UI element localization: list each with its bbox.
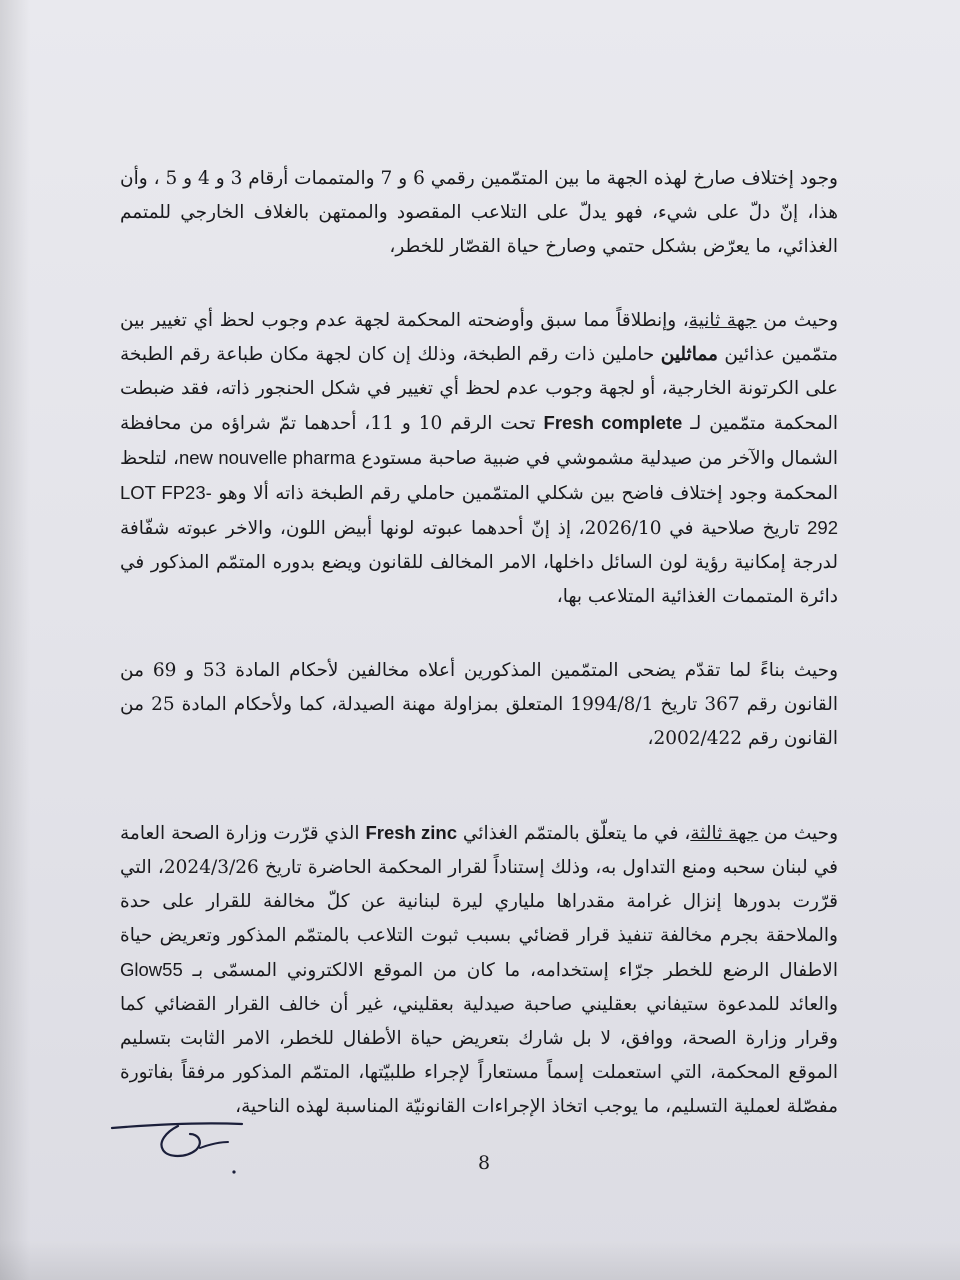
paragraph-4-text: والعائد للمدعوة ستيفاني بعقليني صاحبة صيدلية بعقليني، غير أن خالف القرار القضائي كما وقرار وزارة الصحة، ووافق، لا بل شارك بتعريض حياة الأطفال للخطر، الامر الثابت بتسليم الموقع المحكمة، التي استعملت إسماً مستعاراً لإجراء طلبيّتها، المتمّم المذكور مرفقاً بفاتورة مفصّلة لعملية التسليم، ما يوجب اتخاذ الإجراءات القانونيّة المناسبة لهذه الناحية،	[120, 994, 838, 1117]
paragraph-4-text: ، في ما يتعلّق بالمتمّم الغذائي	[457, 823, 691, 844]
company-name: new nouvelle pharma	[178, 447, 356, 468]
product-name: Fresh zinc	[365, 822, 457, 843]
paragraph-2-text: ، لتلحظ المحكمة وجود إختلاف فاضح بين شكلي المتمّمين حاملي رقم الطبخة ذاته ألا وهو	[120, 448, 838, 504]
paragraph-4-text: الذي قرّرت وزارة الصحة العامة في لبنان سحبه ومنع التداول به، وذلك إستناداً لقرار المحكمة الحاضرة تاريخ 2024/3/26، التي قرّرت بدورها إنزال غرامة مقدراها ملياري ليرة لبنانية عن كلّ مخالفة للقرار على حدة والملاحقة بجرم مخالفة تنفيذ قرار قضائي بسبب ثبوت التلاعب بالمتمّم المذكور وتعريض حياة الاطفال الرضع للخطر جرّاء إستخدامه، ما كان من الموقع الالكتروني المسمّى بـ	[120, 823, 838, 981]
lot-number: LOT FP23-292	[120, 482, 838, 538]
paragraph-2-text: ، وإنطلاقاً مما سبق وأوضحته المحكمة لجهة عدم وجوب لحظ أي تغيير بين متمّمين عذائين	[120, 310, 838, 365]
paragraph-4-text: وحيث من	[758, 823, 839, 844]
paragraph-1: وجود إختلاف صارخ لهذه الجهة ما بين المتمّمين رقمي 6 و 7 والمتممات أرقام 3 و 4 و 5 ، وأن هذا، إنّ دلّ على شيء، فهو يدلّ على التلاعب المقصود والممتهن بالغلاف الخارجي للمتمم الغذائي، ما يعرّض بشكل حتمي وصارخ حياة القصّار للخطر،	[120, 168, 838, 257]
paragraph-2	[120, 304, 838, 614]
page-number: 8	[477, 1152, 491, 1174]
website-name: Glow55	[120, 959, 183, 980]
paragraph-2-text: تاريخ صلاحية في 2026/10، إذ إنّ أحدهما عبوته لونها أبيض اللون، والاخر عبوته شفّافة لدرجة إمكانية رؤية لون السائل داخلها، الامر المخالف للقانون ويضع بدوره المتمّم المذكور في دائرة المتممات الغذائية المتلاعب بها،	[120, 518, 838, 607]
product-name: Fresh complete	[543, 412, 683, 433]
underlined-heading: جهة ثانية	[688, 310, 757, 331]
paragraph-2-text: وحيث من	[756, 310, 839, 331]
handwritten-signature	[108, 1112, 258, 1182]
paragraph-4	[120, 816, 838, 1124]
paragraph-3: وحيث بناءً لما تقدّم يضحى المتمّمين المذكورين أعلاه مخالفين لأحكام المادة 53 و 69 من القانون رقم 367 تاريخ 1994/8/1 المتعلق بمزاولة مهنة الصيدلة، كما ولأحكام المادة 25 من القانون رقم 2002/422،	[120, 660, 839, 749]
page-edge-shadow	[0, 0, 30, 1280]
document-body	[120, 162, 838, 1124]
underlined-heading: جهة ثالثة	[690, 823, 759, 844]
paragraph-2-text: تحت الرقم 10 و 11، أحدهما تمّ شراؤه من محافظة الشمال والآخر من صيدلية مشموشي في ضبية صاحبة مستودع	[120, 413, 839, 469]
page-bottom-shadow	[0, 1240, 960, 1280]
paragraph-2-text: حاملين ذات رقم الطبخة، وذلك إن كان لجهة مكان طباعة رقم الطبخة على الكرتونة الخارجية، أو لجهة وجوب عدم لحظ أي تغيير في شكل الحنجور ذاته، فقد ضبطت المحكمة متمّمين لـ	[120, 344, 838, 434]
bold-term: مماثلين	[660, 344, 718, 365]
